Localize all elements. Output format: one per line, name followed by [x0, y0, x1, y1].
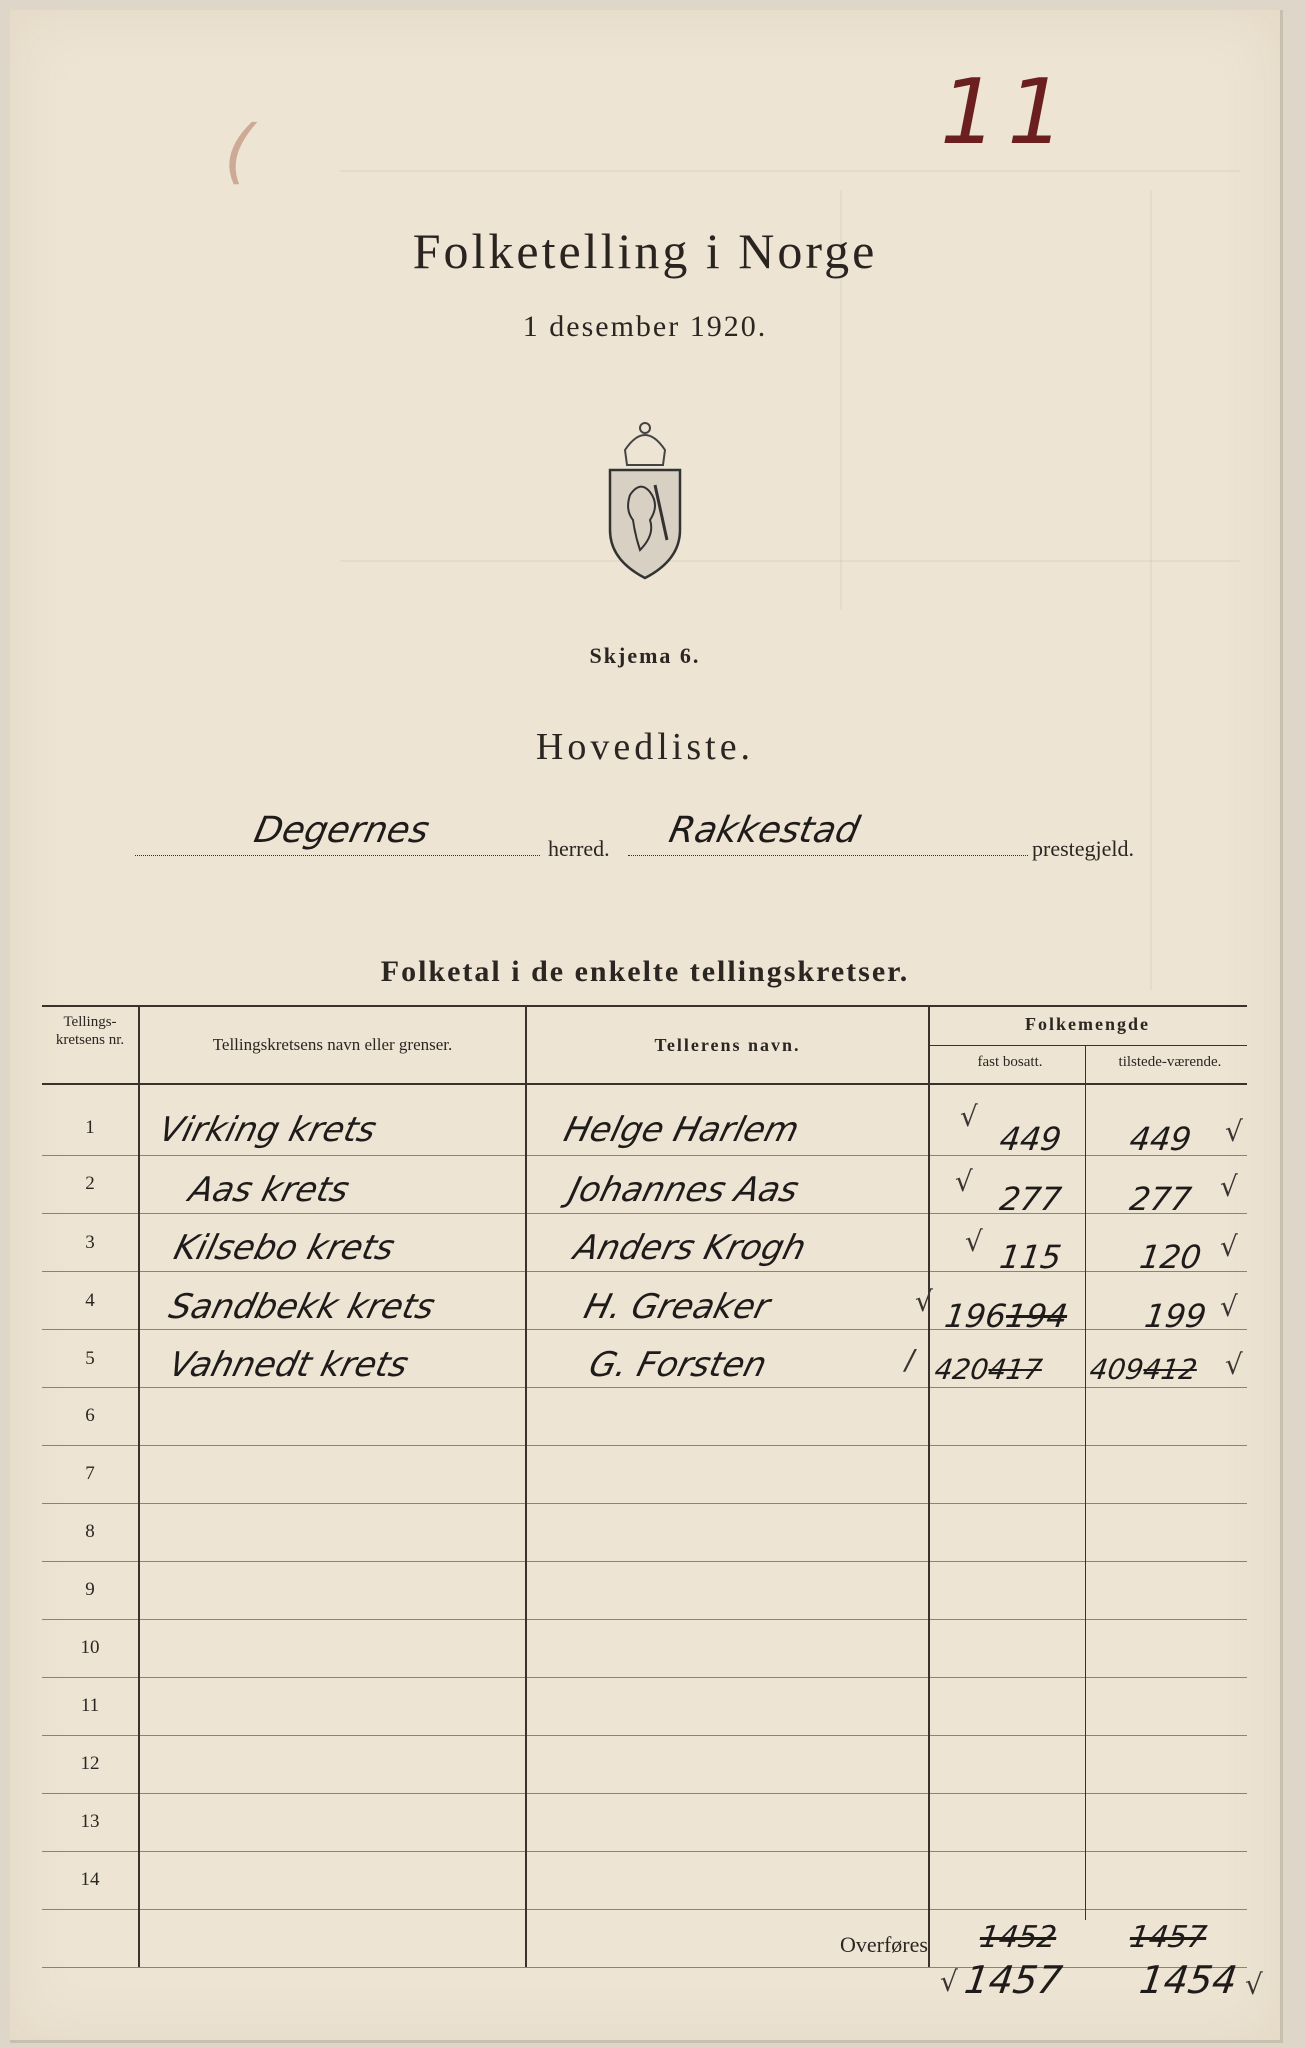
row-rule	[42, 1793, 1247, 1794]
table-top-rule	[42, 1005, 1247, 1007]
list-title: Hovedliste.	[535, 726, 755, 768]
row-nr: 1	[85, 1117, 95, 1138]
krets-name: Virking krets	[155, 1110, 381, 1150]
header-name: Tellingskretsens navn eller grenser.	[212, 1035, 453, 1054]
row-nr: 9	[85, 1579, 95, 1600]
krets-name: Sandbekk krets	[165, 1287, 439, 1327]
tilstede-value: 449	[1127, 1120, 1194, 1158]
total-fast-struck: 1452	[977, 1920, 1059, 1955]
fast-value	[942, 1297, 1069, 1335]
column-divider-teller	[928, 1005, 930, 1967]
row-rule	[42, 1329, 1247, 1330]
total-fast: 1457	[961, 1958, 1065, 2002]
fast-value-corrected: 196	[942, 1297, 1009, 1335]
row-rule	[42, 1677, 1247, 1678]
check-mark-icon: √	[955, 1165, 973, 1198]
fast-value-corrected: 420	[932, 1353, 991, 1386]
row-rule	[42, 1967, 1247, 1968]
check-mark-icon: √	[1225, 1115, 1243, 1148]
column-divider-nr	[138, 1005, 140, 1967]
tilstede-value: 199	[1142, 1297, 1209, 1335]
column-divider-fast	[1085, 1045, 1086, 1920]
corner-mark-right: 11	[940, 60, 1075, 165]
tilstede-value-corrected: 409	[1087, 1353, 1146, 1386]
fast-value: 277	[997, 1180, 1064, 1218]
row-nr: 4	[85, 1290, 95, 1311]
header-teller: Tellerens navn.	[654, 1035, 801, 1055]
check-mark-icon: √	[1220, 1290, 1238, 1323]
folkemengde-subrule	[928, 1045, 1247, 1046]
row-nr: 6	[85, 1405, 95, 1426]
tilstede-value	[1088, 1353, 1200, 1386]
fast-value: 449	[997, 1120, 1064, 1158]
page-title: Folketelling i Norge	[412, 223, 878, 279]
row-nr: 5	[85, 1348, 95, 1369]
header-tilstede: tilstede-værende.	[1118, 1054, 1222, 1070]
herred-line	[135, 855, 540, 856]
census-date: 1 desember 1920.	[522, 310, 768, 343]
row-nr: 7	[85, 1463, 95, 1484]
krets-name: Vahnedt krets	[165, 1345, 413, 1385]
check-mark-icon: √	[940, 1965, 958, 1998]
row-rule	[42, 1213, 1247, 1214]
row-rule	[42, 1503, 1247, 1504]
check-mark-icon: √	[960, 1100, 978, 1133]
row-nr: 2	[85, 1173, 95, 1194]
check-mark-icon: √	[1220, 1230, 1238, 1263]
row-rule	[42, 1387, 1247, 1388]
herred-label: herred.	[548, 836, 610, 861]
header-nr: Tellings-kretsens nr.	[55, 1014, 125, 1048]
row-rule	[42, 1619, 1247, 1620]
column-divider-name	[525, 1005, 527, 1967]
check-mark-icon: √	[1225, 1348, 1243, 1381]
table-header-rule	[42, 1083, 1247, 1085]
teller-name: Helge Harlem	[560, 1110, 804, 1150]
census-form-page	[10, 10, 1283, 2043]
corner-mark-left: (	[221, 110, 256, 192]
tilstede-value: 120	[1137, 1238, 1204, 1276]
row-rule	[42, 1909, 1247, 1910]
fast-value	[933, 1353, 1045, 1386]
fast-value-struck: 194	[1003, 1297, 1070, 1335]
tilstede-value: 277	[1127, 1180, 1194, 1218]
total-tilstede: 1454	[1136, 1958, 1240, 2002]
prestegjeld-value: Rakkestad	[665, 810, 864, 851]
section-title: Folketal i de enkelte tellingskretser.	[380, 955, 910, 988]
teller-name: H. Greaker	[580, 1287, 774, 1327]
check-mark-icon: √	[1245, 1968, 1263, 2001]
row-rule	[42, 1561, 1247, 1562]
check-mark-icon: √	[1220, 1170, 1238, 1203]
overfores-label: Overføres	[840, 1932, 928, 1957]
check-mark-icon: /	[905, 1343, 915, 1376]
row-nr: 8	[85, 1521, 95, 1542]
row-nr: 3	[85, 1232, 95, 1253]
row-rule	[42, 1271, 1247, 1272]
schema-label: Skjema 6.	[589, 643, 701, 668]
check-mark-icon: √	[965, 1225, 983, 1258]
row-rule	[42, 1851, 1247, 1852]
total-tilstede-struck: 1457	[1127, 1920, 1209, 1955]
row-rule	[42, 1445, 1247, 1446]
herred-value: Degernes	[250, 810, 433, 851]
teller-name: Johannes Aas	[565, 1170, 803, 1210]
row-nr: 10	[80, 1637, 100, 1658]
krets-name: Aas krets	[185, 1170, 354, 1210]
header-folkemengde: Folkemengde	[1025, 1014, 1150, 1034]
row-nr: 12	[80, 1753, 100, 1774]
check-mark-icon: √	[915, 1285, 933, 1318]
row-nr: 14	[80, 1869, 100, 1890]
fast-value: 115	[997, 1238, 1064, 1276]
row-rule	[42, 1735, 1247, 1736]
header-fast: fast bosatt.	[977, 1054, 1043, 1070]
teller-name: G. Forsten	[585, 1345, 771, 1385]
prestegjeld-label: prestegjeld.	[1032, 836, 1135, 861]
row-rule	[42, 1155, 1247, 1156]
row-nr: 13	[80, 1811, 100, 1832]
row-nr: 11	[80, 1695, 100, 1716]
fast-value-struck: 417	[986, 1353, 1045, 1386]
tilstede-value-struck: 412	[1141, 1353, 1200, 1386]
krets-name: Kilsebo krets	[170, 1228, 399, 1268]
teller-name: Anders Krogh	[570, 1228, 811, 1268]
prestegjeld-line	[628, 855, 1028, 856]
coat-of-arms-icon	[595, 410, 695, 580]
